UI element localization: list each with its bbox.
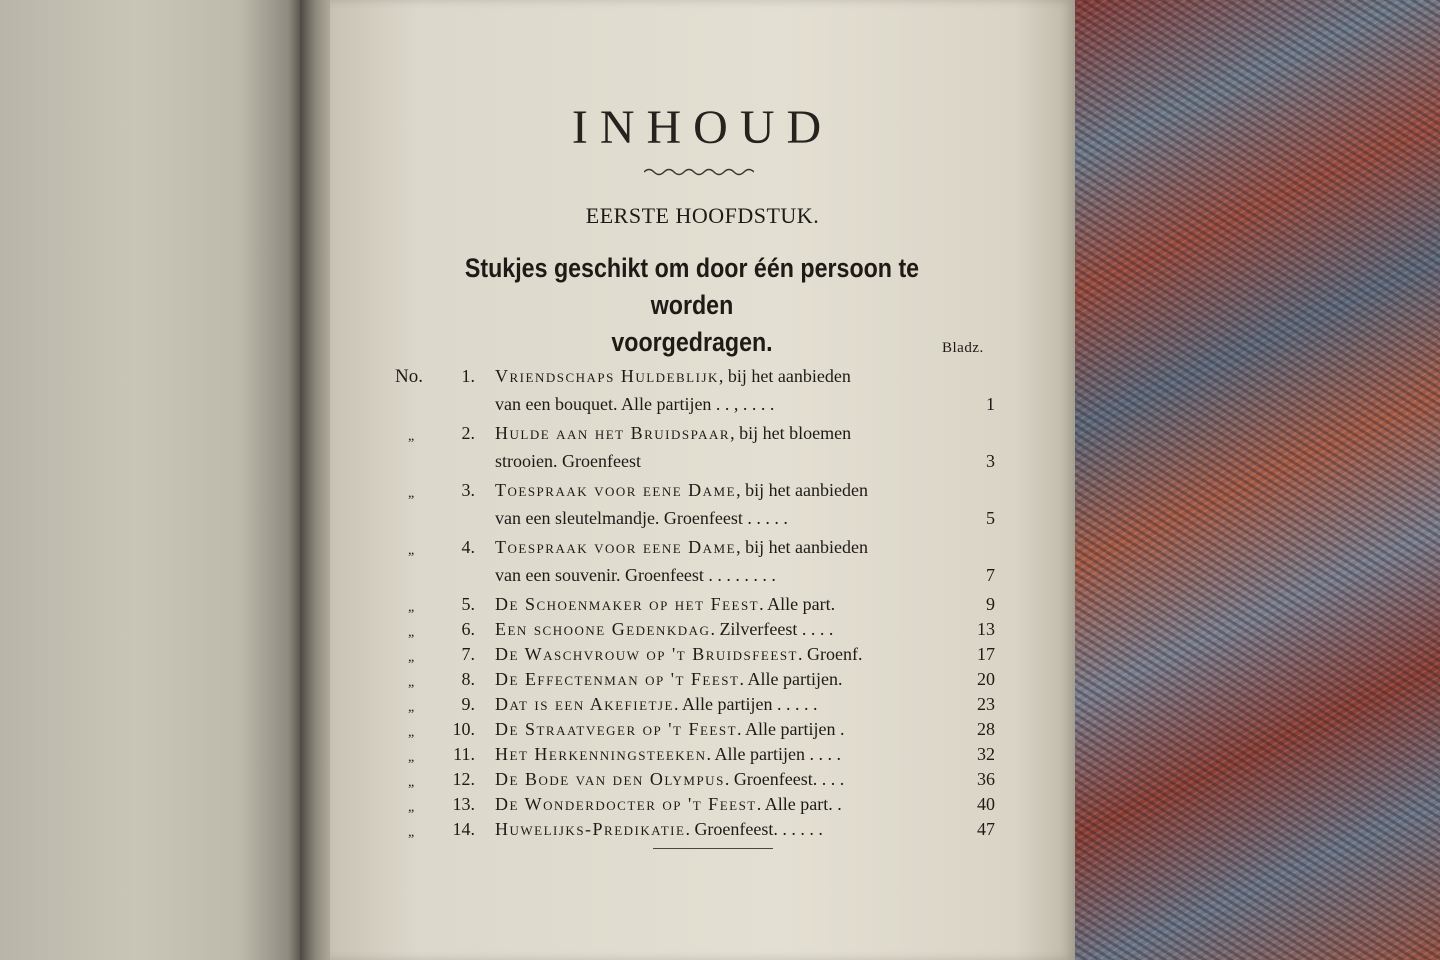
- entry-description: . Alle part. .: [756, 794, 842, 814]
- entry-page-number: 5: [986, 508, 995, 528]
- entry-page-number: 20: [977, 669, 995, 689]
- entry-page-number: 23: [977, 694, 995, 714]
- entry-continuation: van een sleutelmandje. Groenfeest . . . . .: [495, 508, 788, 528]
- entry-page-number: 28: [977, 719, 995, 739]
- entry-page-number: 7: [986, 565, 995, 585]
- entry-title: Toespraak voor eene Dame: [495, 480, 737, 500]
- entry-description: . Zilverfeest . . . .: [710, 619, 834, 639]
- entry-description: . Alle part.: [759, 594, 836, 614]
- entry-description: . Alle partijen.: [739, 669, 843, 689]
- entry-number: 7.: [461, 644, 475, 664]
- entry-title-line: [495, 819, 977, 840]
- entry-title-line: [495, 594, 977, 615]
- entry-page-number: 32: [977, 744, 995, 764]
- entry-page-number: 47: [977, 819, 995, 839]
- entry-title-line: [495, 480, 977, 501]
- entry-description: . Groenfeest. . . .: [724, 769, 845, 789]
- ditto-mark: „: [408, 825, 415, 840]
- subtitle-line: Stukjes geschikt om door één persoon te worden: [464, 253, 920, 320]
- entry-title: De Schoenmaker op het Feest: [495, 594, 760, 614]
- entry-title: De Effectenman op 't Feest: [495, 669, 740, 689]
- entry-page-number: 3: [986, 451, 995, 471]
- entry-page-number: 36: [977, 769, 995, 789]
- entry-description: . Alle partijen .: [737, 719, 845, 739]
- entry-title-line: [495, 794, 977, 815]
- contents-page: [330, 0, 1075, 960]
- entry-title: Hulde aan het Bruidspaar: [495, 423, 731, 443]
- entry-description: , bij het bloemen: [730, 423, 852, 443]
- entry-number: 10.: [452, 719, 475, 739]
- ditto-mark: „: [408, 650, 415, 665]
- ditto-mark: „: [408, 600, 415, 615]
- entry-title: Huwelijks-Predikatie: [495, 819, 686, 839]
- entry-title: Een schoone Gedenkdag: [495, 619, 711, 639]
- left-book-page: [0, 0, 300, 960]
- entry-number: 9.: [461, 694, 475, 714]
- ditto-mark: „: [408, 775, 415, 790]
- ditto-mark: „: [408, 750, 415, 765]
- entry-page-number: 13: [977, 619, 995, 639]
- entry-number: 14.: [452, 819, 475, 839]
- entry-number: 4.: [461, 537, 475, 557]
- entry-description: , bij het aanbieden: [736, 537, 869, 557]
- entry-title-line: [495, 719, 977, 740]
- entry-page-number: 1: [986, 394, 995, 414]
- wavy-ornament-icon: [644, 166, 754, 178]
- entry-title-line: [495, 619, 977, 640]
- ditto-mark: „: [408, 675, 415, 690]
- entry-title: De Wonderdocter op 't Feest: [495, 794, 757, 814]
- entry-number: 13.: [452, 794, 475, 814]
- page-title: INHOUD: [571, 101, 834, 154]
- entry-title-line: [495, 366, 977, 387]
- section-subtitle: [434, 250, 950, 361]
- entry-number: 12.: [452, 769, 475, 789]
- entry-title: Dat is een Akefietje: [495, 694, 674, 714]
- entry-description: . Groenf.: [797, 644, 863, 664]
- entry-continuation: strooien. Groenfeest: [495, 451, 641, 471]
- entry-title: De Bode van den Olympus: [495, 769, 725, 789]
- entry-page-number: 40: [977, 794, 995, 814]
- entry-description: . Alle partijen . . . . .: [674, 694, 818, 714]
- entry-continuation: van een souvenir. Groenfeest . . . . . . . .: [495, 565, 776, 585]
- entry-number: 11.: [453, 744, 475, 764]
- ditto-mark: „: [408, 543, 415, 558]
- entry-number: 3.: [461, 480, 475, 500]
- entry-description: , bij het aanbieden: [736, 480, 869, 500]
- entry-title: Vriendschaps Huldeblijk: [495, 366, 719, 386]
- woven-fabric-background: [1070, 0, 1440, 960]
- entry-number: 1.: [461, 366, 475, 386]
- ditto-mark: „: [408, 429, 415, 444]
- entry-description: . Groenfeest. . . . . .: [685, 819, 823, 839]
- entry-number: 5.: [461, 594, 475, 614]
- ditto-mark: „: [408, 486, 415, 501]
- entry-page-number: 9: [986, 594, 995, 614]
- entry-page-number: 17: [977, 644, 995, 664]
- ditto-mark: „: [408, 625, 415, 640]
- ditto-mark: „: [408, 725, 415, 740]
- chapter-heading: EERSTE HOOFDSTUK.: [585, 203, 820, 228]
- page-column-header: Bladz.: [942, 340, 984, 356]
- entry-title-line: [495, 669, 977, 690]
- entry-title: Toespraak voor eene Dame: [495, 537, 737, 557]
- entry-title-line: [495, 694, 977, 715]
- entry-title: De Waschvrouw op 't Bruidsfeest: [495, 644, 798, 664]
- entry-number: 2.: [461, 423, 475, 443]
- entry-title-line: [495, 537, 977, 558]
- ditto-mark: „: [408, 700, 415, 715]
- entry-number: 6.: [461, 619, 475, 639]
- entry-continuation: van een bouquet. Alle partijen . . , . . . .: [495, 394, 775, 414]
- entry-title-line: [495, 423, 977, 444]
- ditto-mark: „: [408, 800, 415, 815]
- entry-description: , bij het aanbieden: [718, 366, 851, 386]
- entry-title-line: [495, 769, 977, 790]
- entry-title-line: [495, 644, 977, 665]
- subtitle-line: voorgedragen.: [611, 327, 773, 357]
- entry-description: . Alle partijen . . . .: [706, 744, 841, 764]
- entry-number: 8.: [461, 669, 475, 689]
- entry-title-line: [495, 744, 977, 765]
- entry-title: De Straatveger op 't Feest: [495, 719, 738, 739]
- number-prefix: No.: [395, 366, 423, 387]
- entry-title: Het Herkenningsteeken: [495, 744, 707, 764]
- closing-rule: [653, 848, 773, 849]
